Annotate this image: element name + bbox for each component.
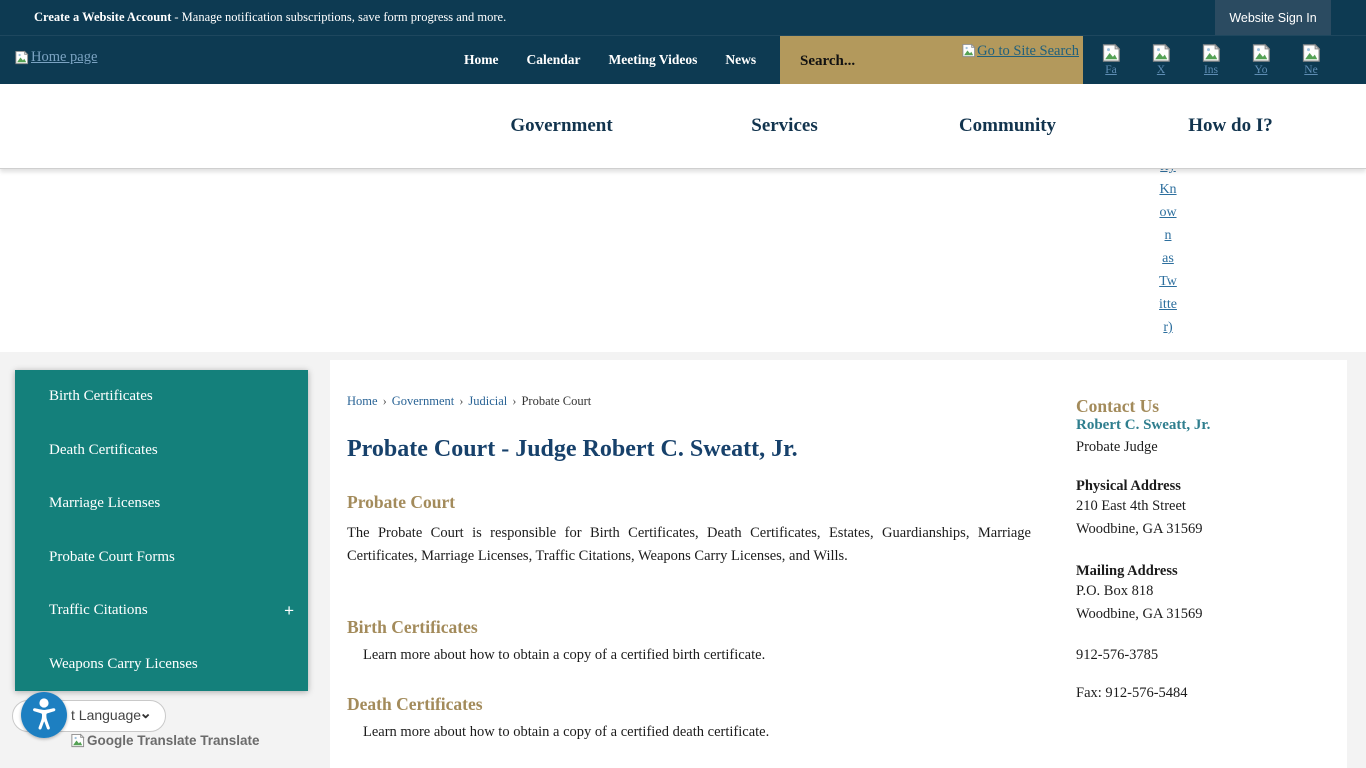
physical-address-line: Woodbine, GA 31569	[1076, 521, 1203, 537]
sidebar-item-traffic-citations[interactable]	[15, 584, 308, 638]
contact-phone: 912-576-3785	[1076, 647, 1159, 663]
broken-image-icon	[70, 733, 85, 748]
sidebar-item-label: Birth Certificates	[49, 388, 153, 405]
contact-heading: Contact Us	[1076, 396, 1160, 416]
section-heading-birth-certificates: Birth Certificates	[347, 617, 478, 637]
create-account-tagline: - Manage notification subscriptions, save form progress and more.	[174, 10, 507, 24]
youtube-icon	[1251, 43, 1271, 63]
x-alt-line[interactable]: Kn	[1159, 182, 1177, 197]
nav-home[interactable]: Home	[464, 51, 499, 67]
sidebar-item-death-certificates[interactable]	[15, 424, 308, 478]
sidebar-item-label: Traffic Citations	[49, 602, 148, 619]
search-input[interactable]	[798, 36, 952, 86]
site-search-box	[780, 36, 1083, 84]
sidebar-item-probate-court-forms[interactable]	[15, 531, 308, 585]
broken-image-icon	[14, 50, 29, 65]
mailing-address-line: P.O. Box 818	[1076, 583, 1154, 599]
social-links	[1100, 43, 1322, 76]
youtube-label: Yo	[1254, 64, 1268, 76]
breadcrumb-home[interactable]: Home	[347, 394, 378, 408]
mainnav-how-do-i[interactable]: How do I?	[1188, 115, 1273, 136]
mailing-address-line: Woodbine, GA 31569	[1076, 606, 1203, 622]
go-to-site-search-label: Go to Site Search	[977, 43, 1079, 59]
breadcrumb-judicial[interactable]: Judicial	[468, 394, 508, 408]
website-signin-button[interactable]: Website Sign In	[1215, 0, 1331, 35]
breadcrumb-government[interactable]: Government	[391, 394, 455, 408]
home-page-link[interactable]	[14, 49, 97, 66]
physical-address-line: 210 East 4th Street	[1076, 498, 1186, 514]
nav-calendar[interactable]: Calendar	[526, 51, 581, 67]
sidebar-item-marriage-licenses[interactable]	[15, 477, 308, 531]
probate-court-description: The Probate Court is responsible for Birth Certificates, Death Certificates, Estates, Guardianships, Marriage Certificates, Marriage Licenses, Traffic Citations, Weapons Carry Licenses, and Wills.	[347, 525, 1031, 564]
create-account-link[interactable]	[34, 0, 506, 35]
nextdoor-label: Ne	[1304, 64, 1318, 76]
sidebar-item-label: Probate Court Forms	[49, 548, 175, 565]
header-quick-nav	[464, 35, 756, 84]
facebook-link[interactable]	[1100, 43, 1122, 76]
facebook-icon	[1101, 43, 1121, 63]
physical-address-heading: Physical Address	[1076, 478, 1181, 494]
breadcrumb-current: Probate Court	[521, 394, 592, 408]
sidebar-item-label: Death Certificates	[49, 441, 158, 458]
birth-certificates-description: Learn more about how to obtain a copy of a certified birth certificate.	[363, 647, 766, 663]
breadcrumb-separator: ›	[382, 394, 387, 408]
sidebar-item-weapons-carry-licenses[interactable]	[15, 638, 308, 692]
contact-name-link[interactable]: Robert C. Sweatt, Jr.	[1076, 417, 1211, 433]
mailing-address-heading: Mailing Address	[1076, 563, 1178, 579]
x-alt-line[interactable]: ow	[1159, 205, 1177, 220]
x-alt-line[interactable]: n	[1164, 228, 1172, 243]
instagram-link[interactable]	[1200, 43, 1222, 76]
x-twitter-label: X	[1156, 64, 1166, 76]
mainnav-services[interactable]: Services	[751, 115, 818, 136]
traffic-citations-expander[interactable]: +	[284, 600, 294, 620]
sidebar-item-label: Marriage Licenses	[49, 495, 161, 512]
main-nav	[0, 84, 1366, 169]
facebook-label: Fa	[1105, 64, 1117, 76]
google-translate-attribution[interactable]	[70, 733, 260, 748]
language-select-value: t Language	[71, 707, 142, 723]
contact-role: Probate Judge	[1076, 439, 1158, 455]
article	[347, 360, 1047, 741]
accessibility-button[interactable]	[21, 692, 67, 738]
mainnav-government[interactable]: Government	[510, 115, 613, 136]
mainnav-community[interactable]: Community	[958, 115, 1057, 136]
x-alt-line[interactable]: Tw	[1159, 274, 1177, 289]
accessibility-icon	[21, 692, 67, 738]
content-panel	[330, 360, 1347, 768]
sidebar-item-label: Weapons Carry Licenses	[49, 655, 198, 672]
x-alt-line[interactable]: as	[1162, 251, 1174, 266]
page-title: Probate Court - Judge Robert C. Sweatt, Jr.	[347, 436, 798, 462]
sidebar-item-birth-certificates[interactable]	[15, 370, 308, 424]
breadcrumb	[347, 394, 1047, 409]
contact-panel	[1076, 360, 1336, 702]
google-translate-label: Google Translate Translate	[87, 733, 260, 748]
breadcrumb-separator: ›	[459, 394, 464, 408]
broken-image-icon	[961, 43, 976, 58]
home-page-link-label: Home page	[31, 49, 98, 65]
x-alt-line[interactable]: itte	[1159, 297, 1177, 312]
nav-news[interactable]: News	[725, 51, 757, 67]
chevron-down-icon: ⌄	[139, 705, 152, 722]
create-account-label: Create a Website Account	[34, 10, 172, 24]
death-certificates-description: Learn more about how to obtain a copy of a certified death certificate.	[363, 724, 770, 740]
youtube-link[interactable]	[1250, 43, 1272, 76]
x-twitter-link[interactable]	[1150, 43, 1172, 76]
go-to-site-search-link[interactable]	[961, 43, 1079, 60]
x-alt-text-overflow[interactable]	[1153, 155, 1183, 339]
nav-meeting-videos[interactable]: Meeting Videos	[608, 51, 698, 67]
top-utility-bar	[0, 0, 1366, 36]
site-header	[0, 35, 1366, 84]
section-sidebar	[15, 370, 308, 691]
x-alt-line[interactable]: r)	[1163, 320, 1173, 335]
contact-fax: Fax: 912-576-5484	[1076, 685, 1188, 701]
nextdoor-link[interactable]	[1300, 43, 1322, 76]
section-heading-probate-court: Probate Court	[347, 492, 456, 512]
instagram-label: Ins	[1203, 64, 1219, 76]
nextdoor-icon	[1301, 43, 1321, 63]
instagram-icon	[1201, 43, 1221, 63]
x-twitter-icon	[1151, 43, 1171, 63]
content-area	[0, 352, 1366, 768]
section-heading-death-certificates: Death Certificates	[347, 694, 483, 714]
breadcrumb-separator: ›	[512, 394, 517, 408]
